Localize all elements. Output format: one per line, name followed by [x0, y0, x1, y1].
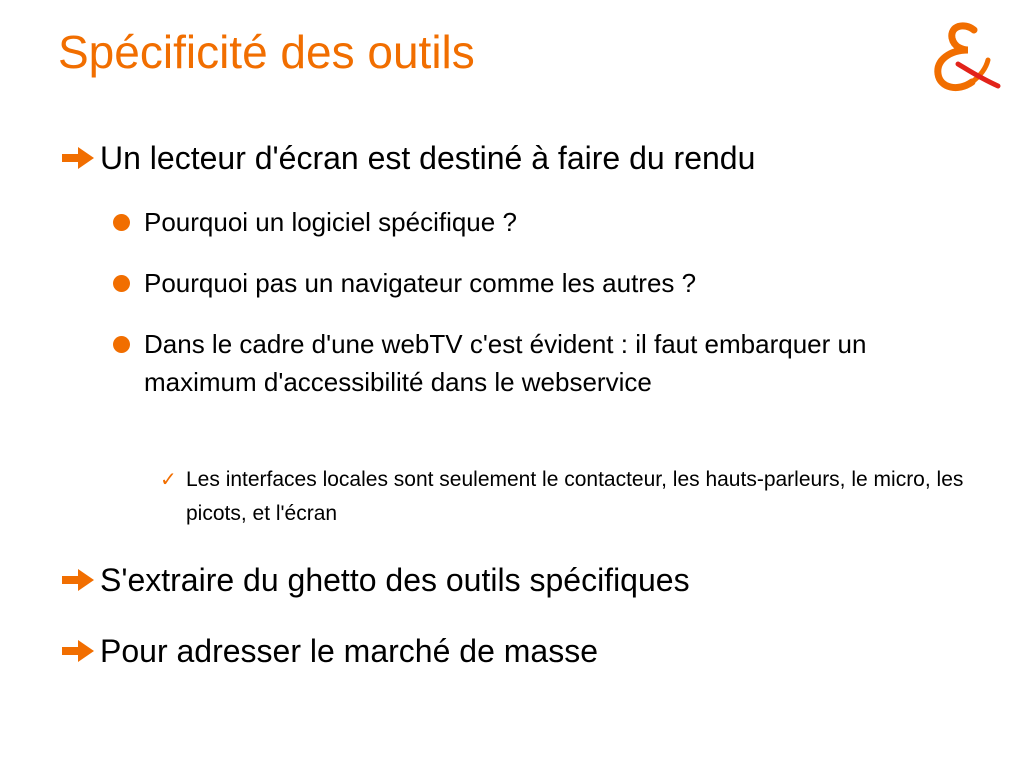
- bullet-level2: [112, 203, 912, 241]
- bullet-dot-icon: [112, 325, 144, 363]
- bullet-level3: [160, 463, 980, 531]
- arrow-right-icon: [60, 631, 100, 671]
- slide-title: Spécificité des outils: [58, 26, 475, 78]
- bullet-level2: [112, 325, 872, 401]
- bullet-level2: [112, 264, 912, 302]
- bullet-text: S'extraire du ghetto des outils spécifiques: [100, 562, 690, 598]
- bullet-text: Pourquoi pas un navigateur comme les autres ?: [144, 268, 697, 298]
- bullet-dot-icon: [112, 264, 144, 302]
- bullet-text: Dans le cadre d'une webTV c'est évident : il faut embarquer un maximum d'accessibilité dans le webservice: [144, 329, 867, 397]
- orange-ampersand-logo: [928, 20, 1002, 96]
- bullet-level1: [60, 138, 980, 178]
- checkmark-icon: ✓: [160, 469, 177, 491]
- bullet-dot-icon: [112, 203, 144, 241]
- arrow-right-icon: [60, 560, 100, 600]
- bullet-level1: [60, 560, 980, 600]
- arrow-right-icon: [60, 138, 100, 178]
- bullet-text: Les interfaces locales sont seulement le contacteur, les hauts-parleurs, le micro, les picots, et l'écran: [186, 468, 964, 525]
- bullet-text: Un lecteur d'écran est destiné à faire du rendu: [100, 140, 756, 176]
- bullet-level1: [60, 631, 980, 671]
- bullet-text: Pourquoi un logiciel spécifique ?: [144, 207, 517, 237]
- bullet-text: Pour adresser le marché de masse: [100, 633, 598, 669]
